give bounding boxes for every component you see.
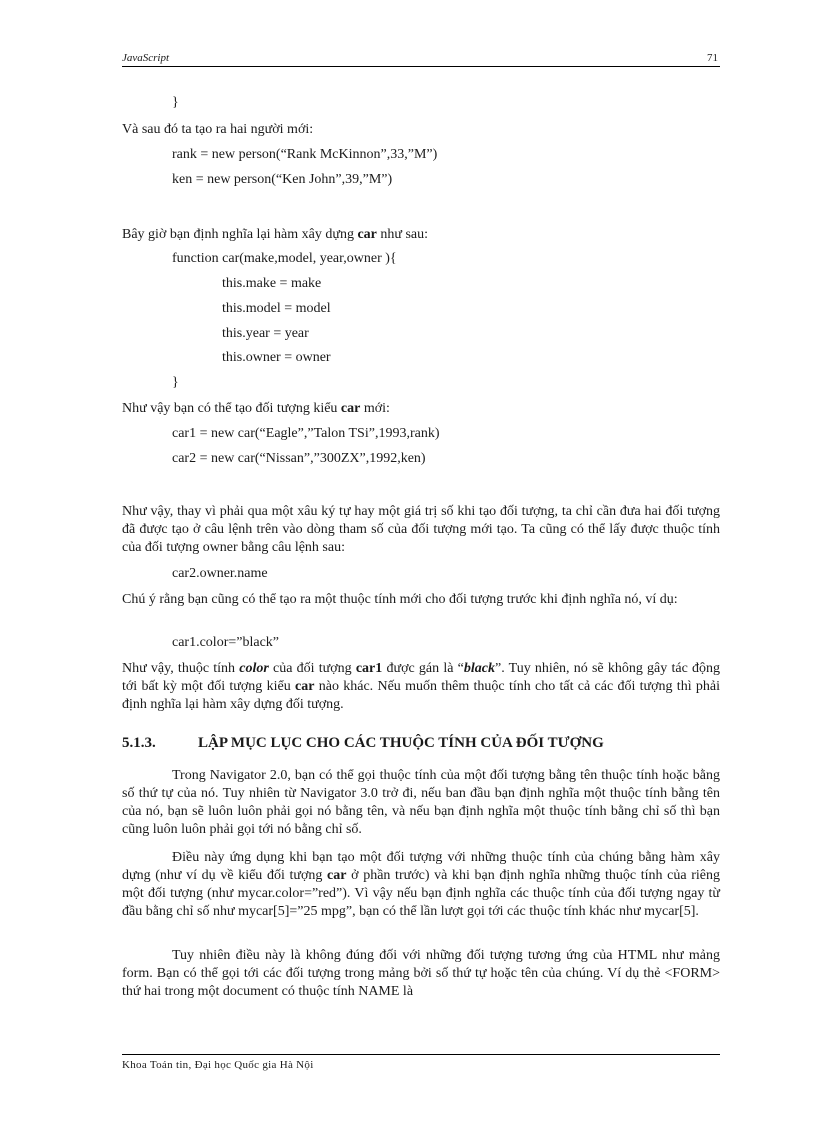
page-header (122, 52, 720, 67)
code-color: car1.color=”black” (172, 635, 279, 650)
paragraph-constructor: Điều này ứng dụng khi bạn tạo một đối tượng với những thuộc tính của chúng bằng hàm xây dựng (như ví dụ về kiểu đối tượng car ở phần trước) và khi bạn định nghĩa những thuộc tính của riêng một đối tượng (như mycar.color=”red”). Vì vậy nếu bạn định nghĩa các thuộc tính của đối tượng ngay từ đầu bằng chỉ số như mycar[5]=”25 mpg”, bạn có thể lần lượt gọi tới các thuộc tính khác như mycar[5]. (122, 850, 720, 919)
code-owner: this.owner = owner (222, 350, 331, 365)
section-title: LẬP MỤC LỤC CHO CÁC THUỘC TÍNH CỦA ĐỐI TƯỢNG (198, 735, 604, 751)
paragraph-html-objects: Tuy nhiên điều này là không đúng đối với những đối tượng tương ứng của HTML như mảng form. Bạn có thể gọi tới các đối tượng trong mảng bởi số thứ tự hoặc tên của chúng. Ví dụ thẻ <FORM> thứ hai trong một document có thuộc tính NAME là (122, 948, 720, 999)
section-heading (122, 735, 604, 752)
code-close-brace: } (172, 375, 179, 390)
paragraph-new-property: Chú ý rằng bạn cũng có thể tạo ra một thuộc tính mới cho đối tượng trước khi định nghĩa nó, ví dụ: (122, 592, 678, 607)
text-create: Như vậy bạn có thể tạo đối tượng kiểu car mới: (122, 401, 390, 416)
code-make: this.make = make (222, 276, 322, 291)
code-rank: rank = new person(“Rank McKinnon”,33,”M”) (172, 147, 438, 162)
code-car1: car1 = new car(“Eagle”,”Talon TSi”,1993,rank) (172, 426, 440, 441)
code-car2: car2 = new car(“Nissan”,”300ZX”,1992,ken) (172, 451, 426, 466)
section-number: 5.1.3. (122, 735, 156, 751)
code-close-brace: } (172, 95, 179, 110)
header-title: JavaScript (122, 52, 170, 64)
paragraph-object-params: Như vậy, thay vì phải qua một xâu ký tự hay một giá trị số khi tạo đối tượng, ta chỉ cần đưa hai đối tượng đã được tạo ở câu lệnh trên vào dòng tham số của đối tượng mới tạo. Ta cũng có thể lấy được thuộc tính của đối tượng owner bằng câu lệnh sau: (122, 504, 720, 555)
paragraph-navigator: Trong Navigator 2.0, bạn có thể gọi thuộc tính của một đối tượng bằng tên thuộc tính hoặc bằng số thứ tự của nó. Tuy nhiên từ Navigator 3.0 trở đi, nếu ban đầu bạn định nghĩa một thuộc tính bằng tên của nó, bạn sẽ luôn luôn phải gọi nó bằng tên, và nếu bạn định nghĩa một thuộc tính bằng chỉ số thì bạn cũng luôn luôn phải gọi tới nó bằng chỉ số. (122, 768, 720, 837)
text-intro-people: Và sau đó ta tạo ra hai người mới: (122, 122, 314, 137)
code-function: function car(make,model, year,owner ){ (172, 251, 397, 266)
code-ken: ken = new person(“Ken John”,39,”M”) (172, 172, 393, 187)
page-number: 71 (707, 52, 718, 64)
code-owner-name: car2.owner.name (172, 566, 268, 581)
code-model: this.model = model (222, 301, 331, 316)
page-footer: Khoa Toán tin, Đại học Quốc gia Hà Nội (122, 1054, 720, 1071)
code-year: this.year = year (222, 326, 309, 341)
text-redefine: Bây giờ bạn định nghĩa lại hàm xây dựng car như sau: (122, 227, 429, 242)
paragraph-color-note: Như vậy, thuộc tính color của đối tượng car1 được gán là “black”. Tuy nhiên, nó sẽ không gây tác động tới bất kỳ một đối tượng kiểu car nào khác. Nếu muốn thêm thuộc tính cho tất cả các đối tượng thì phải định nghĩa lại hàm xây dựng đối tượng. (122, 661, 720, 712)
